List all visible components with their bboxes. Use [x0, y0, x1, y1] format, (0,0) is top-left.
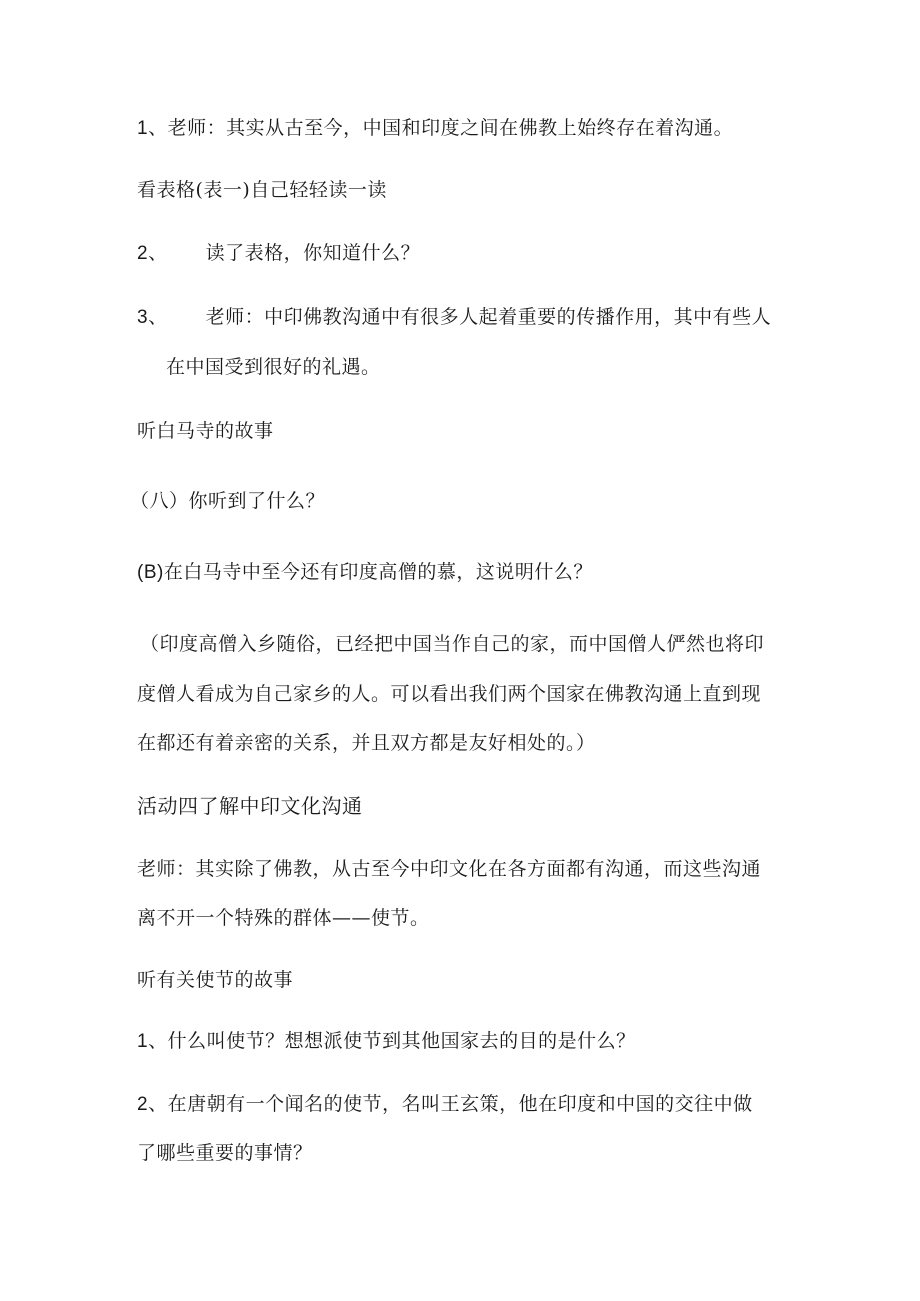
paragraph-text: 在中国受到很好的礼遇。: [166, 356, 381, 378]
paragraph-8-line-1: [140, 632, 764, 656]
paragraph-3: [137, 241, 420, 266]
paragraph-text: 看表格(表一)自己轻轻读一读: [137, 179, 387, 201]
paragraph-text: 了哪些重要的事情？: [137, 1142, 313, 1164]
paragraph-text: 离不开一个特殊的群体——使节。: [137, 907, 430, 929]
paragraph-text: 、什么叫使节？想想派使节到其他国家去的目的是什么？: [148, 1030, 636, 1052]
paragraph-11: [137, 1029, 636, 1054]
paragraph-text: 度僧人看成为自己家乡的人。可以看出我们两个国家在佛教沟通上直到现: [137, 683, 762, 705]
paragraph-text: 在都还有着亲密的关系，并且双方都是友好相处的。）: [137, 732, 596, 754]
paragraph-10: [137, 968, 293, 992]
item-number: 2、: [137, 243, 168, 264]
paragraph-12-line-1: [137, 1092, 753, 1117]
paragraph-text: 听白马寺的故事: [137, 420, 274, 442]
paragraph-text: 听有关使节的故事: [137, 969, 294, 991]
paragraph-4-line-1: [137, 305, 771, 330]
paragraph-6: [130, 489, 325, 513]
paragraph-text: 读了表格，你知道什么？: [205, 242, 421, 264]
item-number: 1: [137, 118, 149, 139]
paragraph-8-line-2: [137, 682, 761, 706]
paragraph-12-line-2: [137, 1141, 313, 1165]
paragraph-text: 、老师：其实从古至今，中国和印度之间在佛教上始终存在着沟通。: [148, 117, 734, 139]
paragraph-text: 在白马寺中至今还有印度高僧的慕，这说明什么？: [163, 561, 593, 583]
paragraph-text: 老师：其实除了佛教，从古至今中印文化在各方面都有沟通，而这些沟通: [137, 858, 762, 880]
paragraph-2: [137, 178, 387, 202]
paragraph-text: （八）你听到了什么？: [130, 490, 326, 512]
paragraph-9-line-2: [137, 906, 430, 930]
item-number: 2: [137, 1094, 149, 1115]
paragraph-1: [137, 116, 733, 141]
paragraph-4-line-2: [166, 355, 381, 379]
paragraph-text: （印度高僧入乡随俗，已经把中国当作自己的家，而中国僧人俨然也将印: [140, 633, 765, 655]
item-label: (B): [137, 562, 164, 583]
paragraph-text: 老师：中印佛教沟通中有很多人起着重要的传播作用，其中有些人: [205, 306, 772, 328]
section-heading: [137, 795, 363, 819]
heading-text: 活动四了解中印文化沟通: [137, 796, 363, 818]
paragraph-text: 、在唐朝有一个闻名的使节，名叫王玄策，他在印度和中国的交往中做: [148, 1093, 753, 1115]
paragraph-7: [137, 560, 593, 585]
item-number: 1: [137, 1031, 149, 1052]
item-number: 3、: [137, 307, 168, 328]
paragraph-9-line-1: [137, 857, 761, 881]
paragraph-8-line-3: [137, 731, 596, 755]
paragraph-5: [137, 419, 274, 443]
